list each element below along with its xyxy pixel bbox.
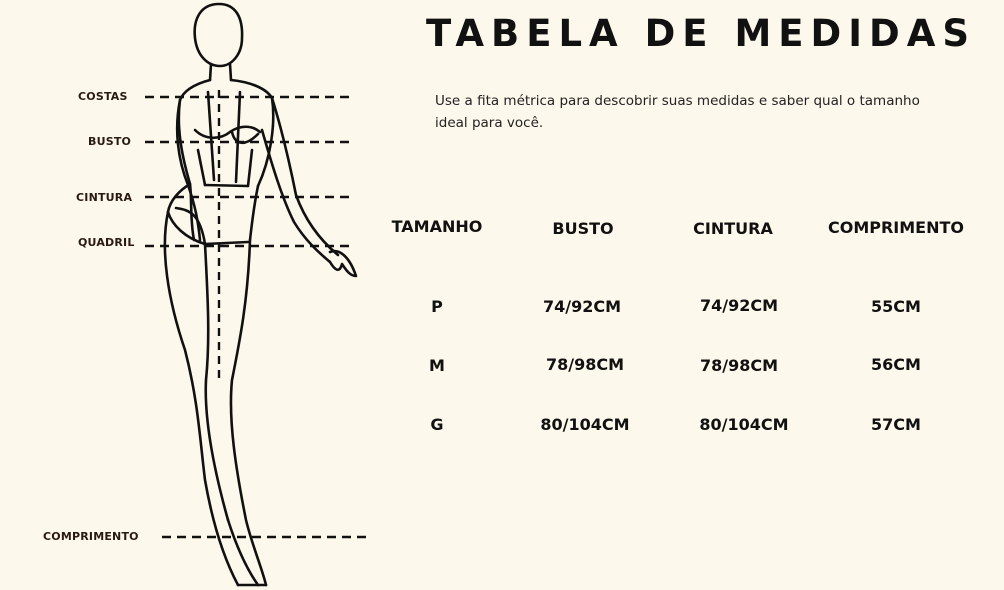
header-comprimento: COMPRIMENTO bbox=[827, 218, 965, 237]
table-cell-size: M bbox=[429, 356, 445, 375]
table-cell-size: G bbox=[430, 415, 444, 434]
table-cell-busto: 78/98CM bbox=[545, 355, 625, 374]
label-costas: COSTAS bbox=[78, 90, 128, 103]
label-busto: BUSTO bbox=[88, 135, 132, 148]
label-cintura: CINTURA bbox=[76, 191, 133, 204]
table-cell-comprimento: 56CM bbox=[871, 355, 921, 374]
intro-text: Use a fita métrica para descobrir suas medidas e saber qual o tamanho ideal para você. bbox=[435, 93, 920, 131]
header-busto: BUSTO bbox=[552, 219, 614, 238]
table-cell-busto: 74/92CM bbox=[542, 297, 622, 316]
table-cell-cintura: 80/104CM bbox=[699, 415, 789, 434]
label-quadril: QUADRIL bbox=[78, 236, 135, 249]
header-tamanho: TAMANHO bbox=[391, 217, 483, 236]
label-comprimento: COMPRIMENTO bbox=[43, 530, 139, 543]
table-cell-cintura: 74/92CM bbox=[699, 296, 779, 315]
table-cell-comprimento: 55CM bbox=[871, 297, 921, 316]
table-cell-comprimento: 57CM bbox=[871, 415, 921, 434]
body-figure-illustration bbox=[0, 0, 400, 590]
table-cell-busto: 80/104CM bbox=[540, 415, 630, 434]
header-cintura: CINTURA bbox=[693, 219, 773, 238]
page-title: TABELA DE MEDIDAS bbox=[426, 12, 977, 55]
table-cell-size: P bbox=[431, 297, 443, 316]
table-cell-cintura: 78/98CM bbox=[699, 356, 779, 375]
